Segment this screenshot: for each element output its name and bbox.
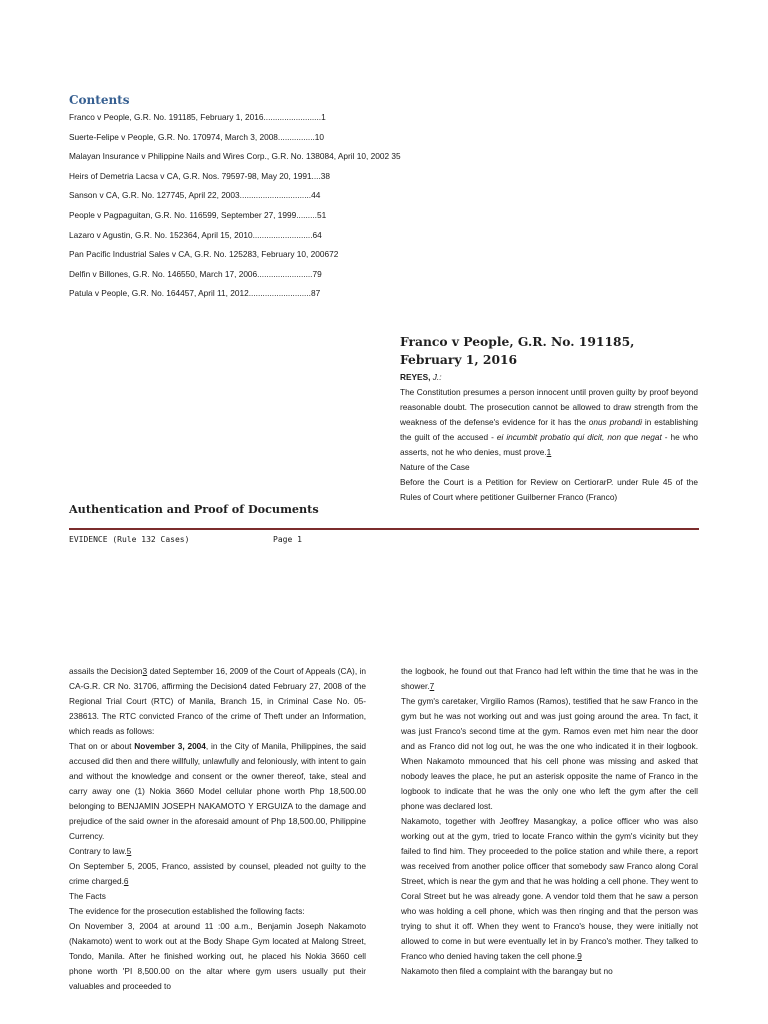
nature-paragraph: Before the Court is a Petition for Review on CertiorarP. under Rule 45 of the Rules of Court where petitioner Guilberner Franco (Franco) <box>400 477 698 502</box>
footer-divider <box>69 528 699 530</box>
page-number: Page 1 <box>273 535 302 544</box>
intro-latin: onus probandi <box>588 417 642 427</box>
body-column-right <box>401 664 698 979</box>
footnote-link[interactable]: 9 <box>577 951 582 961</box>
body-text: Nakamoto, together with Jeoffrey Masangkay, a police officer who was also working out at the gym, tried to locate Franco within the gym's vicinity but they failed to find him. They proceeded to the police station and while there, a report was received from another police officer that somebody saw Franco along Coral Street, which is near the gym and that he was holding a cell phone. They went to Coral Street but he was already gone. A vendor told them that he saw a person who was holding a cell phone, which was then ringing and that the person was trying to shut it off. When they went to Franco's house, they were initially not allowed to come in but were eventually let in by Franco's mother. They talked to Franco who denied having taken the cell phone. <box>401 816 698 961</box>
body-paragraph <box>69 739 366 844</box>
body-column-left <box>69 664 366 994</box>
body-paragraph <box>69 844 366 859</box>
footnote-link[interactable]: 3 <box>142 666 148 676</box>
footnote-link[interactable]: 6 <box>123 876 129 886</box>
body-text: , in the City of Manila, Philippines, the said accused did then and there willfully, unlawfully and feloniously, with intent to gain and without the knowledge and consent or the owner thereof, take, steal and carry away one (1) Nokia 3660 Model cellular phone worth Php 18,500.00 belonging to BENJAMIN JOSEPH NAKAMOTO Y ERGUIZA to the damage and prejudice of the said owner in the aforesaid amount of Php 18,500.00, Philippine Currency. <box>69 741 366 841</box>
body-text: On September 5, 2005, Franco, assisted by counsel, pleaded not guilty to the crime charged. <box>69 861 366 886</box>
intro-latin: ei incumbit probatio qui dicit, non que negat <box>496 432 662 442</box>
body-paragraph: The gym's caretaker, Virgilio Ramos (Ramos), testified that he saw Franco in the gym but he was not working out and was just going around the area. Tn fact, it was just Franco's second time at the gym. Ramos even met him near the door and as Franco did not log out, he was the one who indicated it in their logbook. When Nakamoto mmounced that his cell phone was missing and asked that nobody leaves the place, he put an asterisk opposite the name of Franco in the logbook to indicate that he was the only one who left the gym after the cell phone was declared lost. <box>401 696 698 811</box>
section-heading: Authentication and Proof of Documents <box>69 502 319 516</box>
body-paragraph <box>69 664 366 739</box>
facts-heading: The Facts <box>69 891 106 901</box>
case-title: Franco v People, G.R. No. 191185, February 1, 2016 <box>400 334 635 367</box>
footnote-link[interactable]: 1 <box>546 447 552 457</box>
footnote-link[interactable]: 7 <box>429 681 435 691</box>
body-paragraph: Nakamoto then filed a complaint with the barangay but no <box>401 966 613 976</box>
toc-entry[interactable]: Lazaro v Agustin, G.R. No. 152364, April 15, 2010..........................64 <box>69 229 322 240</box>
ponente-name: REYES, <box>400 372 431 382</box>
toc-entry[interactable]: Pan Pacific Industrial Sales v CA, G.R. No. 125283, February 10, 200672 <box>69 249 339 260</box>
body-text: the logbook, he found out that Franco had left within the time that he was in the shower. <box>401 666 698 691</box>
ponente <box>400 372 698 382</box>
contents-title: Contents <box>69 93 130 107</box>
toc-entry[interactable]: Sanson v CA, G.R. No. 127745, April 22, 2003...............................44 <box>69 190 321 201</box>
intro-text: - he who asserts, not he who denies, must prove. <box>400 432 698 457</box>
intro-paragraph <box>400 385 698 460</box>
body-text: That on or about <box>69 741 135 751</box>
body-text: assails the Decision <box>69 666 143 676</box>
body-date: November 3, 2004 <box>134 741 206 751</box>
case-intro <box>400 385 698 505</box>
toc-entry[interactable]: Malayan Insurance v Philippine Nails and Wires Corp., G.R. No. 138084, April 10, 2002 35 <box>69 151 401 162</box>
intro-text: The Constitution presumes a person innocent until proven guilty by proof beyond reasonable doubt. The prosecution cannot be allowed to draw strength from the weakness of the defense's evidence for it has the <box>400 387 698 427</box>
table-of-contents <box>69 112 489 308</box>
body-paragraph: The evidence for the prosecution established the following facts: <box>69 906 305 916</box>
body-paragraph <box>401 814 698 964</box>
toc-entry[interactable]: People v Pagpaguitan, G.R. No. 116599, September 27, 1999.........51 <box>69 209 327 220</box>
toc-entry[interactable]: Suerte-Felipe v People, G.R. No. 170974, March 3, 2008................10 <box>69 131 325 142</box>
toc-entry[interactable]: Heirs of Demetria Lacsa v CA, G.R. Nos. 79597-98, May 20, 1991....38 <box>69 170 331 181</box>
nature-heading: Nature of the Case <box>400 462 470 472</box>
body-paragraph: On November 3, 2004 at around 11 :00 a.m., Benjamin Joseph Nakamoto (Nakamoto) went to work out at the Body Shape Gym located at Malong Street, Tondo, Manila. After he finished working out, he placed his Nokia 3660 cell phone worth 'PI 8,500.00 on the altar where gym users usually put their valuables and proceeded to <box>69 921 366 991</box>
toc-entry[interactable]: Franco v People, G.R. No. 191185, February 1, 2016.........................1 <box>69 112 326 122</box>
footer-label: EVIDENCE (Rule 132 Cases) <box>69 535 190 544</box>
toc-entry[interactable]: Patula v People, G.R. No. 164457, April 11, 2012...........................87 <box>69 288 321 299</box>
body-paragraph <box>401 664 698 694</box>
body-paragraph <box>69 859 366 889</box>
intro-text: in establishing the guilt of the accused - <box>400 417 699 442</box>
footnote-link[interactable]: 5 <box>126 846 132 856</box>
body-text: dated September 16, 2009 of the Court of Appeals (CA), in CA-G.R. CR No. 31706, affirming the Decision4 dated February 27, 2008 of the Regional Trial Court (RTC) of Manila, Branch 15, in Criminal Case No. 05-238613. The RTC convicted Franco of the crime of Theft under an Information, which reads as follows: <box>69 666 366 736</box>
body-text: Contrary to law. <box>69 846 127 856</box>
ponente-suffix: J.: <box>430 372 442 382</box>
toc-entry[interactable]: Delfin v Billones, G.R. No. 146550, March 17, 2006........................79 <box>69 268 322 279</box>
